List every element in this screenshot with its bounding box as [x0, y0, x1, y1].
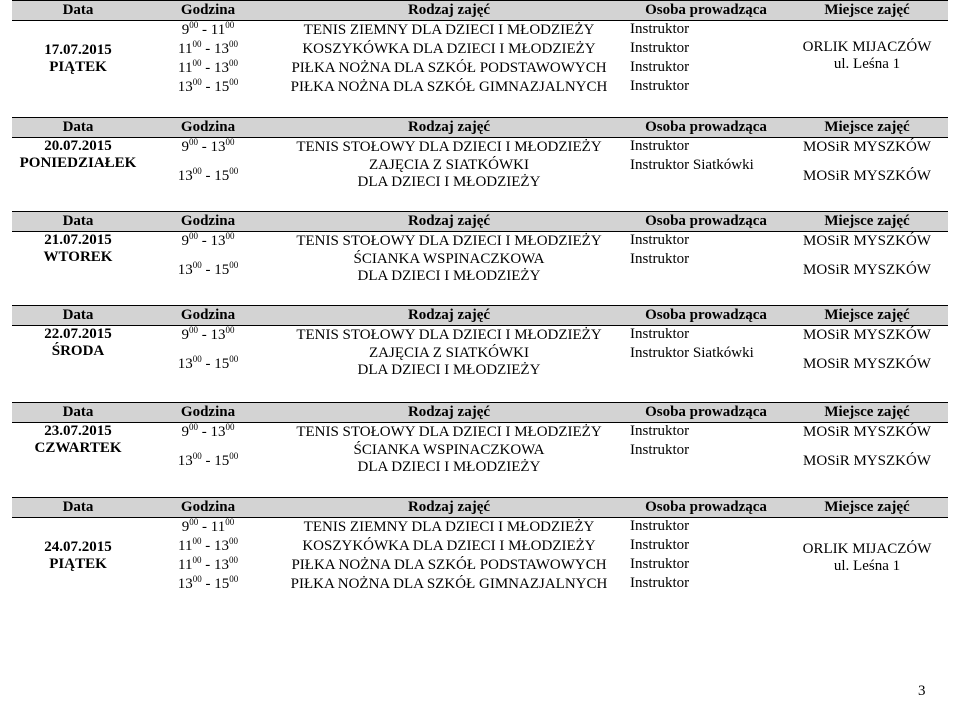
activity-cell: ZAJĘCIA Z SIATKÓWKI DLA DZIECI I MŁODZIEŻY [357, 157, 541, 190]
header-place: Miejsce zajęć [786, 498, 948, 518]
activity-cell: PIŁKA NOŻNA DLA SZKÓŁ PODSTAWOWYCH [291, 557, 607, 573]
time-cell: $13^{00} - 15^{00}$ [177, 259, 239, 278]
schedule-table [12, 117, 948, 195]
date: 17.07.2015 [44, 42, 112, 58]
activity-cell: TENIS STOŁOWY DLA DZIECI I MŁODZIEŻY [296, 327, 602, 343]
instructor-cell: Instruktor [630, 423, 690, 439]
table-row [12, 423, 948, 443]
time-cell: $9^{00} - 13^{00}$ [181, 422, 235, 440]
time-cell: $11^{00} - 13^{00}$ [178, 555, 238, 573]
time-cell: $13^{00} - 15^{00}$ [177, 77, 239, 95]
header-time: Godzina [144, 306, 272, 326]
schedule-day [0, 0, 960, 97]
instructor-cell: Instruktor Siatkówki [630, 157, 754, 173]
header-time: Godzina [144, 212, 272, 232]
time-cell: $9^{00} - 13^{00}$ [181, 325, 235, 343]
place-cell: MOSiR MYSZKÓW [803, 233, 931, 249]
schedule-table [12, 211, 948, 289]
header-row [12, 403, 948, 423]
place-cell [786, 518, 948, 595]
instructor-cell: Instruktor [630, 537, 690, 553]
date-cell [12, 21, 144, 98]
header-place: Miejsce zajęć [786, 212, 948, 232]
schedule-table [12, 497, 948, 594]
weekday: PONIEDZIAŁEK [19, 155, 137, 171]
weekday: CZWARTEK [34, 440, 122, 456]
date-cell [12, 326, 144, 384]
activity-cell: KOSZYKÓWKA DLA DZIECI I MŁODZIEŻY [302, 538, 596, 554]
header-date: Data [12, 212, 144, 232]
header-activity: Rodzaj zajęć [272, 306, 626, 326]
schedule-table [12, 402, 948, 480]
activity-cell: TENIS STOŁOWY DLA DZIECI I MŁODZIEŻY [296, 139, 602, 155]
date: 22.07.2015 [44, 326, 112, 342]
time-cell: $9^{00} - 13^{00}$ [181, 137, 235, 155]
date-cell [12, 138, 144, 196]
header-activity: Rodzaj zajęć [272, 403, 626, 423]
table-row [12, 326, 948, 346]
header-place: Miejsce zajęć [786, 306, 948, 326]
header-row [12, 498, 948, 518]
header-row [12, 212, 948, 232]
table-row [12, 251, 948, 289]
header-place: Miejsce zajęć [786, 118, 948, 138]
weekday: WTOREK [43, 249, 113, 265]
instructor-cell: Instruktor [630, 40, 690, 56]
header-date: Data [12, 1, 144, 21]
header-instructor: Osoba prowadząca [626, 1, 786, 21]
date-cell [12, 518, 144, 595]
weekday: PIĄTEK [49, 59, 107, 75]
place-cell: MOSiR MYSZKÓW [803, 327, 931, 343]
table-row [12, 518, 948, 538]
header-time: Godzina [144, 403, 272, 423]
instructor-cell: Instruktor [630, 59, 690, 75]
date: 20.07.2015 [44, 138, 112, 154]
header-date: Data [12, 118, 144, 138]
activity-cell: ZAJĘCIA Z SIATKÓWKI DLA DZIECI I MŁODZIEŻY [357, 345, 541, 378]
activity-cell: ŚCIANKA WSPINACZKOWA DLA DZIECI I MŁODZIEŻY [353, 251, 545, 284]
header-activity: Rodzaj zajęć [272, 1, 626, 21]
header-instructor: Osoba prowadząca [626, 118, 786, 138]
weekday: ŚRODA [51, 343, 105, 359]
header-place: Miejsce zajęć [786, 403, 948, 423]
activity-cell: TENIS ZIEMNY DLA DZIECI I MŁODZIEŻY [303, 22, 595, 38]
activity-cell: KOSZYKÓWKA DLA DZIECI I MŁODZIEŻY [302, 41, 596, 57]
time-cell: $11^{00} - 13^{00}$ [178, 39, 238, 57]
date-cell [12, 232, 144, 290]
header-time: Godzina [144, 1, 272, 21]
date-cell [12, 423, 144, 481]
place-cell: MOSiR MYSZKÓW [803, 139, 931, 155]
header-row [12, 118, 948, 138]
table-row [12, 232, 948, 252]
instructor-cell: Instruktor [630, 78, 690, 94]
table-row [12, 138, 948, 158]
instructor-cell: Instruktor [630, 575, 690, 591]
date: 24.07.2015 [44, 539, 112, 555]
place-cell [786, 21, 948, 98]
header-activity: Rodzaj zajęć [272, 498, 626, 518]
place-address: ul. Leśna 1 [833, 56, 901, 72]
place-name: ORLIK MIJACZÓW [802, 39, 932, 55]
time-cell: $13^{00} - 15^{00}$ [177, 450, 239, 469]
instructor-cell: Instruktor [630, 232, 690, 248]
header-instructor: Osoba prowadząca [626, 212, 786, 232]
activity-cell: TENIS STOŁOWY DLA DZIECI I MŁODZIEŻY [296, 233, 602, 249]
header-activity: Rodzaj zajęć [272, 212, 626, 232]
time-cell: $11^{00} - 13^{00}$ [178, 58, 238, 76]
time-cell: $9^{00} - 11^{00}$ [181, 517, 235, 535]
place-name: ORLIK MIJACZÓW [802, 541, 932, 557]
header-time: Godzina [144, 498, 272, 518]
table-row [12, 21, 948, 41]
header-row [12, 306, 948, 326]
place-address: ul. Leśna 1 [833, 558, 901, 574]
instructor-cell: Instruktor Siatkówki [630, 345, 754, 361]
schedule-table [12, 305, 948, 383]
instructor-cell: Instruktor [630, 21, 690, 37]
schedule-day [0, 211, 960, 289]
place-cell: MOSiR MYSZKÓW [803, 167, 931, 184]
activity-cell: TENIS STOŁOWY DLA DZIECI I MŁODZIEŻY [296, 424, 602, 440]
instructor-cell: Instruktor [630, 442, 690, 458]
instructor-cell: Instruktor [630, 138, 690, 154]
activity-cell: TENIS ZIEMNY DLA DZIECI I MŁODZIEŻY [303, 519, 595, 535]
instructor-cell: Instruktor [630, 556, 690, 572]
instructor-cell: Instruktor [630, 326, 690, 342]
page-number: 3 [918, 683, 926, 699]
place-cell: MOSiR MYSZKÓW [803, 261, 931, 278]
header-instructor: Osoba prowadząca [626, 498, 786, 518]
weekday: PIĄTEK [49, 556, 107, 572]
header-time: Godzina [144, 118, 272, 138]
schedule-table [12, 0, 948, 97]
schedule-day [0, 402, 960, 480]
header-date: Data [12, 498, 144, 518]
table-row [12, 442, 948, 480]
date: 21.07.2015 [44, 232, 112, 248]
header-date: Data [12, 403, 144, 423]
activity-cell: PIŁKA NOŻNA DLA SZKÓŁ GIMNAZJALNYCH [290, 576, 608, 592]
time-cell: $13^{00} - 15^{00}$ [177, 353, 239, 372]
header-date: Data [12, 306, 144, 326]
table-row [12, 157, 948, 195]
activity-cell: ŚCIANKA WSPINACZKOWA DLA DZIECI I MŁODZIEŻY [353, 442, 545, 475]
time-cell: $13^{00} - 15^{00}$ [177, 574, 239, 592]
time-cell: $11^{00} - 13^{00}$ [178, 536, 238, 554]
time-cell: $13^{00} - 15^{00}$ [177, 165, 239, 184]
place-cell: MOSiR MYSZKÓW [803, 355, 931, 372]
place-cell: MOSiR MYSZKÓW [803, 452, 931, 469]
time-cell: $9^{00} - 13^{00}$ [181, 231, 235, 249]
table-row [12, 345, 948, 383]
time-cell: $9^{00} - 11^{00}$ [181, 20, 235, 38]
instructor-cell: Instruktor [630, 518, 690, 534]
activity-cell: PIŁKA NOŻNA DLA SZKÓŁ GIMNAZJALNYCH [290, 79, 608, 95]
date: 23.07.2015 [44, 423, 112, 439]
instructor-cell: Instruktor [630, 251, 690, 267]
header-instructor: Osoba prowadząca [626, 306, 786, 326]
activity-cell: PIŁKA NOŻNA DLA SZKÓŁ PODSTAWOWYCH [291, 60, 607, 76]
schedule-day [0, 117, 960, 195]
header-row [12, 1, 948, 21]
header-instructor: Osoba prowadząca [626, 403, 786, 423]
schedule-day [0, 305, 960, 383]
schedule-day [0, 497, 960, 594]
header-activity: Rodzaj zajęć [272, 118, 626, 138]
header-place: Miejsce zajęć [786, 1, 948, 21]
place-cell: MOSiR MYSZKÓW [803, 424, 931, 440]
